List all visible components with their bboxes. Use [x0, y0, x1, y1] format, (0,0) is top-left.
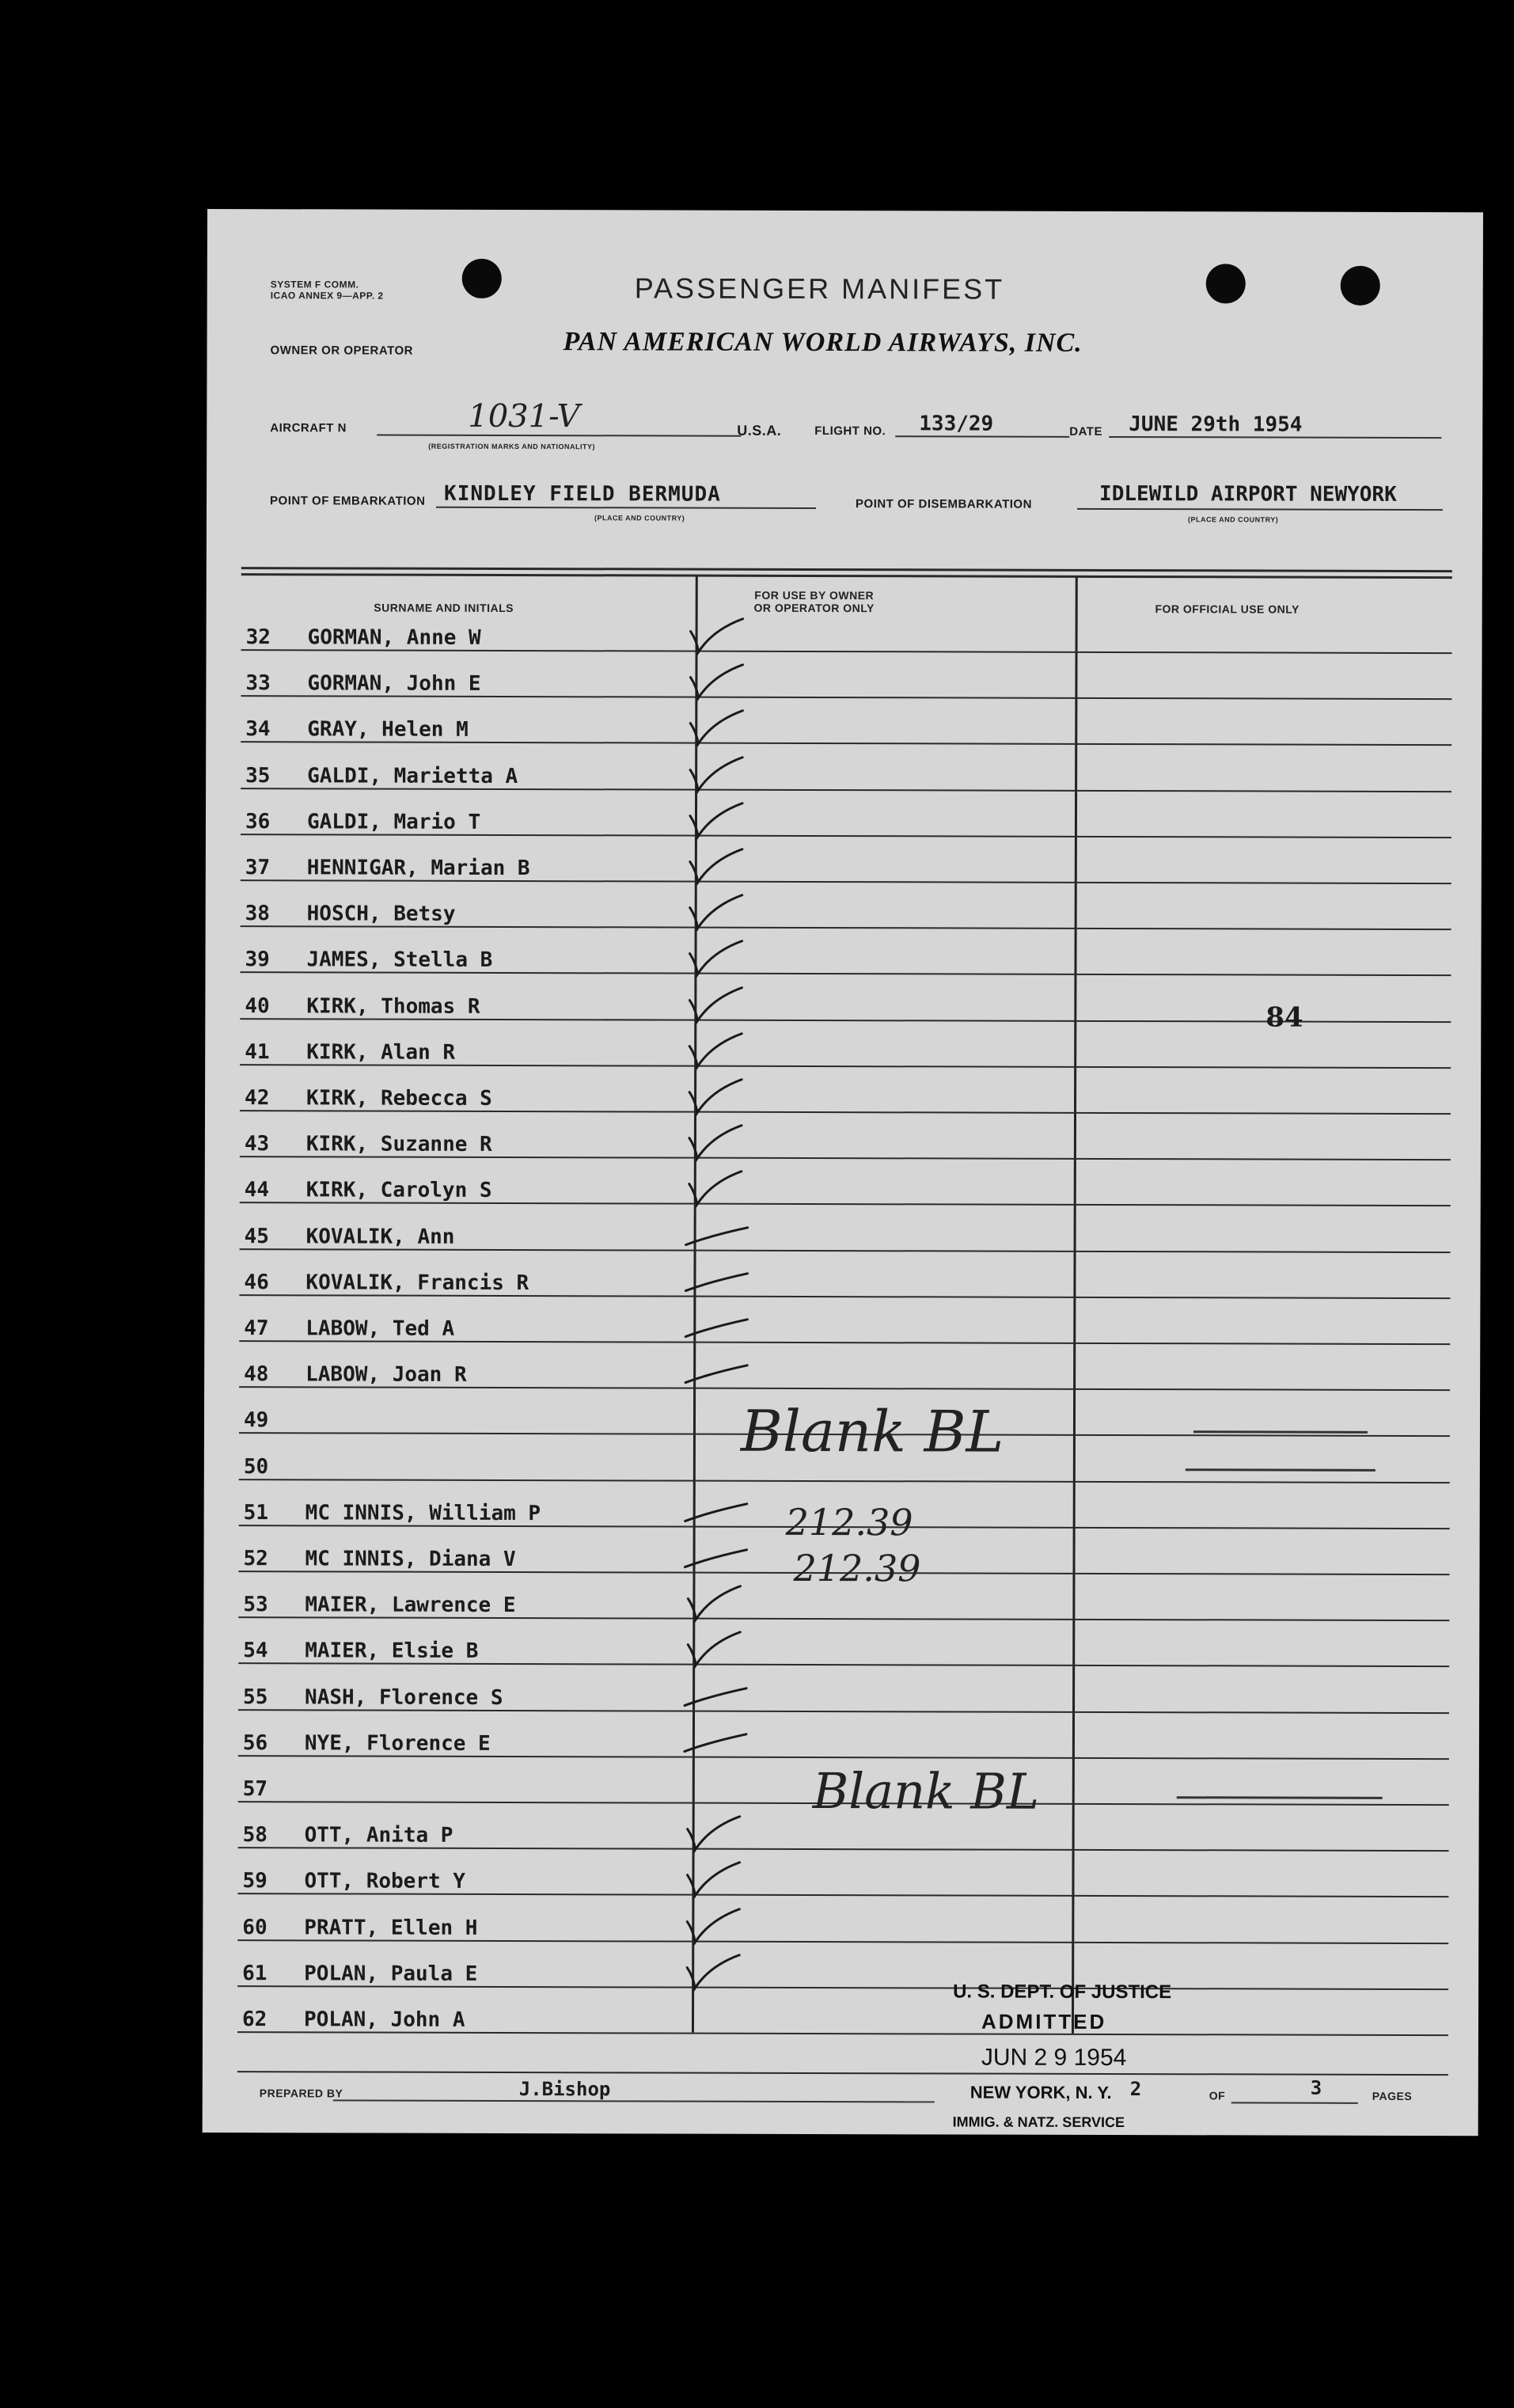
- dash-mark-icon: [678, 1719, 749, 1762]
- passenger-name: GORMAN, John E: [307, 671, 481, 697]
- column-divider-2: [1072, 577, 1078, 2034]
- dash-mark-icon: [680, 1213, 751, 1255]
- official-note: 84: [1265, 1001, 1303, 1034]
- passenger-name: POLAN, Paula E: [304, 1962, 478, 1986]
- check-mark-icon: [678, 1582, 749, 1624]
- check-mark-icon: [680, 982, 751, 1025]
- passenger-number: 45: [244, 1224, 269, 1248]
- passenger-number: 35: [245, 763, 271, 788]
- passenger-name: MC INNIS, Diana V: [305, 1547, 516, 1572]
- passenger-number: 55: [243, 1684, 268, 1709]
- prepared-label: PREPARED BY: [259, 2087, 343, 2100]
- passenger-number: 36: [245, 809, 271, 834]
- passenger-number: 54: [243, 1639, 268, 1663]
- prepared-value: J.Bishop: [518, 2078, 611, 2101]
- dash-mark-icon: [679, 1259, 750, 1301]
- table-top-rule-1: [241, 567, 1452, 572]
- handwritten-code-2: 212.39: [793, 1546, 921, 1590]
- passenger-name: HENNIGAR, Marian B: [306, 856, 530, 881]
- passenger-number: 50: [243, 1454, 269, 1479]
- of-label: OF: [1209, 2089, 1226, 2102]
- table-bottom-rule: [237, 2071, 1448, 2076]
- stamp-line4: NEW YORK, N. Y.: [969, 2082, 1112, 2102]
- passenger-name: LABOW, Joan R: [305, 1362, 467, 1388]
- row-rule: [240, 1110, 1451, 1115]
- aircraft-value: 1031-V: [468, 397, 580, 435]
- handwritten-code-1: 212.39: [785, 1500, 913, 1544]
- passenger-name: NASH, Florence S: [305, 1684, 503, 1710]
- passenger-name: PRATT, Ellen H: [304, 1915, 478, 1940]
- passenger-name: MAIER, Lawrence E: [305, 1593, 516, 1618]
- row-rule: [238, 1616, 1449, 1621]
- passenger-name: KIRK, Alan R: [306, 1040, 456, 1065]
- stamp-line1: U. S. DEPT. OF JUSTICE: [953, 1981, 1172, 2004]
- check-mark-icon: [677, 1904, 749, 1947]
- flight-label: FLIGHT NO.: [814, 424, 886, 439]
- embark-value: KINDLEY FIELD BERMUDA: [444, 481, 721, 507]
- embark-label: POINT OF EMBARKATION: [270, 494, 426, 508]
- column-header-name: SURNAME AND INITIALS: [374, 601, 514, 615]
- passenger-number: 47: [244, 1316, 269, 1341]
- disembark-place-note: (PLACE AND COUNTRY): [1187, 515, 1279, 524]
- passenger-number: 60: [242, 1915, 268, 1939]
- row-rule: [237, 1893, 1448, 1897]
- passenger-name: GORMAN, Anne W: [307, 625, 481, 650]
- row-rule: [239, 1340, 1450, 1345]
- passenger-name: KIRK, Suzanne R: [305, 1132, 492, 1157]
- dash-mark-icon: [679, 1351, 750, 1394]
- row-rule: [237, 1985, 1448, 1990]
- row-rule: [240, 1064, 1451, 1069]
- prepared-underline: [333, 2099, 935, 2102]
- manifest-sheet: [203, 209, 1483, 2136]
- passenger-number: 33: [245, 671, 271, 696]
- passenger-name: OTT, Robert Y: [304, 1869, 466, 1894]
- row-rule: [238, 1755, 1449, 1760]
- passenger-name: KOVALIK, Ann: [305, 1224, 455, 1249]
- passenger-number: 41: [245, 1039, 270, 1065]
- check-mark-icon: [680, 1028, 751, 1071]
- passenger-number: 37: [245, 856, 271, 880]
- check-mark-icon: [681, 614, 753, 657]
- dash-mark-icon: [678, 1536, 749, 1578]
- check-mark-icon: [681, 706, 752, 749]
- column-header-operator-line2: OR OPERATOR ONLY: [753, 601, 875, 615]
- check-mark-icon: [681, 891, 752, 933]
- passenger-name: KIRK, Thomas R: [306, 993, 480, 1019]
- passenger-number: 34: [245, 717, 271, 742]
- punch-hole-right-1: [1206, 264, 1246, 303]
- dash-mark-icon: [678, 1673, 749, 1716]
- handwritten-signature-2: Blank BL: [812, 1762, 1040, 1821]
- punch-hole-left: [462, 259, 502, 298]
- passenger-name: OTT, Anita P: [304, 1823, 453, 1848]
- row-rule: [238, 1709, 1449, 1714]
- passenger-number: 53: [243, 1593, 268, 1617]
- passenger-name: KIRK, Rebecca S: [306, 1086, 492, 1111]
- passenger-number: 39: [245, 948, 270, 972]
- passenger-number: 38: [245, 902, 271, 926]
- row-rule: [241, 742, 1451, 746]
- passenger-name: GALDI, Marietta A: [307, 763, 518, 788]
- dash-mark-icon: [679, 1489, 750, 1532]
- row-rule: [241, 788, 1451, 792]
- handwritten-signature-1: Blank BL: [740, 1397, 1004, 1465]
- passenger-number: 52: [243, 1547, 268, 1571]
- column-header-operator: [696, 589, 933, 615]
- owner-label: OWNER OR OPERATOR: [270, 344, 414, 358]
- passenger-number: 56: [242, 1730, 268, 1756]
- page-number: 2: [1129, 2078, 1142, 2101]
- aircraft-label: AIRCRAFT N: [270, 421, 347, 435]
- check-mark-icon: [680, 936, 751, 979]
- disembark-value: IDLEWILD AIRPORT NEWYORK: [1099, 481, 1397, 507]
- row-rule: [237, 2031, 1448, 2036]
- check-mark-icon: [677, 1950, 749, 1992]
- form-ref-line2: ICAO ANNEX 9—APP. 2: [270, 290, 384, 302]
- airline-name: PAN AMERICAN WORLD AIRWAYS, INC.: [563, 327, 1083, 358]
- check-mark-icon: [680, 1075, 751, 1118]
- embark-place-note: (PLACE AND COUNTRY): [594, 514, 685, 522]
- passenger-number: 32: [245, 625, 271, 650]
- row-rule: [239, 1294, 1450, 1299]
- passenger-number: 43: [244, 1132, 270, 1157]
- passenger-number: 57: [242, 1777, 268, 1802]
- passenger-number: 40: [245, 993, 270, 1018]
- passenger-number: 58: [242, 1823, 268, 1848]
- passenger-number: 62: [241, 2007, 268, 2032]
- flight-underline: [895, 435, 1069, 438]
- usa-label: U.S.A.: [737, 422, 782, 439]
- passenger-name: GRAY, Helen M: [307, 717, 469, 743]
- row-rule: [240, 1248, 1451, 1253]
- check-mark-icon: [680, 1167, 751, 1210]
- passenger-number: 42: [245, 1086, 270, 1111]
- row-rule: [241, 695, 1451, 700]
- passenger-name: GALDI, Mario T: [306, 810, 481, 834]
- form-ref-line1: SYSTEM F COMM.: [270, 279, 359, 291]
- embark-underline: [436, 507, 816, 509]
- registration-note: (REGISTRATION MARKS AND NATIONALITY): [428, 442, 596, 451]
- page-total: 3: [1310, 2076, 1322, 2099]
- passenger-name: MAIER, Elsie B: [305, 1639, 479, 1664]
- check-mark-icon: [681, 752, 752, 795]
- check-mark-icon: [681, 660, 752, 703]
- passenger-name: LABOW, Ted A: [305, 1316, 455, 1341]
- disembark-underline: [1077, 508, 1443, 511]
- dash-mark-icon: [679, 1305, 750, 1348]
- stamp-line2: ADMITTED: [981, 2009, 1107, 2034]
- row-rule: [237, 1939, 1448, 1944]
- passenger-number: 49: [243, 1408, 269, 1433]
- of-underline: [1231, 2102, 1358, 2103]
- check-mark-icon: [678, 1812, 749, 1855]
- row-rule: [239, 1386, 1450, 1391]
- row-rule: [240, 1202, 1451, 1207]
- passenger-number: 61: [242, 1961, 268, 1986]
- check-mark-icon: [681, 798, 752, 841]
- sig1-line-right: [1193, 1430, 1368, 1434]
- row-rule: [241, 834, 1451, 838]
- passenger-number: 44: [244, 1178, 270, 1202]
- passenger-name: MC INNIS, William P: [305, 1501, 541, 1525]
- sig2-line-right: [1177, 1796, 1383, 1799]
- disembark-label: POINT OF DISEMBARKATION: [856, 497, 1032, 511]
- date-label: DATE: [1069, 424, 1103, 439]
- passenger-number: 51: [243, 1500, 269, 1525]
- pages-label: PAGES: [1372, 2089, 1413, 2102]
- column-header-operator-line1: FOR USE BY OWNER: [754, 588, 875, 602]
- check-mark-icon: [681, 845, 752, 887]
- column-header-official: FOR OFFICIAL USE ONLY: [1155, 602, 1300, 616]
- row-rule: [241, 879, 1451, 884]
- passenger-name: KIRK, Carolyn S: [305, 1178, 492, 1203]
- page-title: PASSENGER MANIFEST: [634, 272, 1005, 306]
- row-rule: [239, 1479, 1450, 1483]
- table-top-rule-2: [241, 573, 1452, 579]
- row-rule: [238, 1662, 1449, 1667]
- row-rule: [238, 1847, 1449, 1852]
- stamp-line3: JUN 2 9 1954: [981, 2044, 1127, 2072]
- passenger-name: POLAN, John A: [303, 2007, 465, 2032]
- passenger-number: 48: [244, 1362, 269, 1387]
- passenger-number: 59: [242, 1869, 268, 1893]
- punch-hole-right-2: [1341, 266, 1380, 306]
- passenger-name: KOVALIK, Francis R: [305, 1270, 529, 1295]
- stamp-line5: IMMIG. & NATZ. SERVICE: [952, 2114, 1125, 2131]
- passenger-name: NYE, Florence E: [304, 1731, 491, 1756]
- check-mark-icon: [680, 1121, 751, 1164]
- check-mark-icon: [677, 1858, 749, 1901]
- row-rule: [240, 972, 1451, 977]
- date-value: JUNE 29th 1954: [1129, 412, 1303, 437]
- sig1-line-right-2: [1186, 1468, 1376, 1472]
- passenger-name: HOSCH, Betsy: [306, 902, 456, 927]
- row-rule: [241, 649, 1452, 654]
- row-rule: [241, 925, 1451, 930]
- flight-value: 133/29: [919, 412, 994, 436]
- passenger-number: 46: [244, 1270, 269, 1295]
- check-mark-icon: [678, 1627, 749, 1670]
- passenger-name: JAMES, Stella B: [306, 948, 493, 973]
- row-rule: [240, 1156, 1451, 1160]
